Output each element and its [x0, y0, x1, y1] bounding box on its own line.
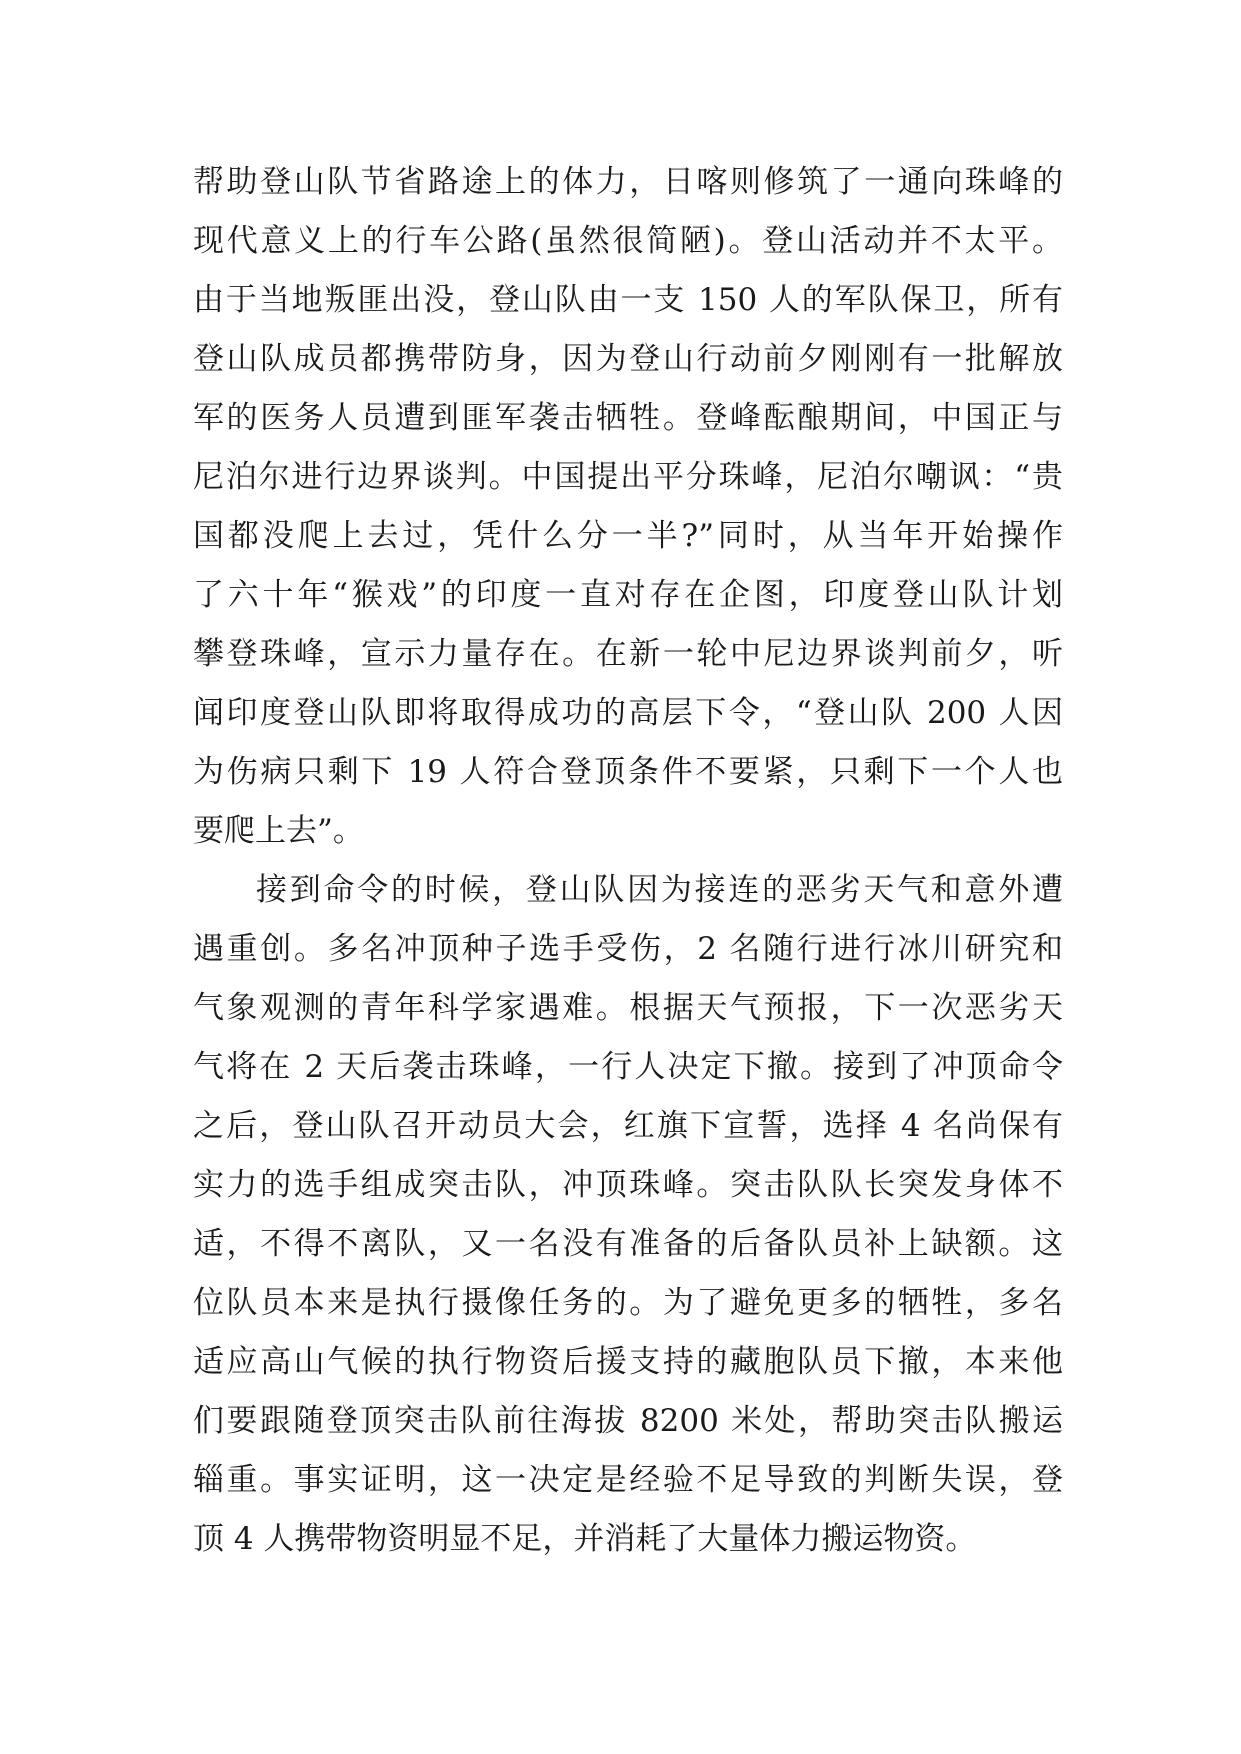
text-line-22: 们要跟随登顶突击队前往海拔 8200 米处，帮助突击队搬运	[193, 1403, 1063, 1439]
text-line-12: 要爬上去”。	[193, 813, 364, 849]
text-line-16: 气将在 2 天后袭击珠峰，一行人决定下撤。接到了冲顶命令	[193, 1049, 1063, 1085]
text-line-15: 气象观测的青年科学家遇难。根据天气预报，下一次恶劣天	[193, 990, 1063, 1026]
text-line-13: 接到命令的时候，登山队因为接连的恶劣天气和意外遭	[256, 872, 1063, 908]
text-line-11: 为伤病只剩下 19 人符合登顶条件不要紧，只剩下一个人也	[193, 754, 1063, 790]
text-line-18: 实力的选手组成突击队，冲顶珠峰。突击队队长突发身体不	[193, 1167, 1063, 1203]
text-line-19: 适，不得不离队，又一名没有准备的后备队员补上缺额。这	[193, 1226, 1063, 1262]
text-line-14: 遇重创。多名冲顶种子选手受伤，2 名随行进行冰川研究和	[193, 931, 1063, 967]
text-line-7: 国都没爬上去过，凭什么分一半?”同时，从当年开始操作	[193, 518, 1063, 554]
text-line-24: 顶 4 人携带物资明显不足，并消耗了大量体力搬运物资。	[193, 1521, 977, 1557]
text-line-21: 适应高山气候的执行物资后援支持的藏胞队员下撤，本来他	[193, 1344, 1063, 1380]
text-line-2: 现代意义上的行车公路(虽然很简陋)。登山活动并不太平。	[193, 223, 1063, 259]
text-line-1: 帮助登山队节省路途上的体力，日喀则修筑了一通向珠峰的	[193, 164, 1063, 200]
text-line-17: 之后，登山队召开动员大会，红旗下宣誓，选择 4 名尚保有	[193, 1108, 1063, 1144]
text-line-3: 由于当地叛匪出没，登山队由一支 150 人的军队保卫，所有	[193, 282, 1063, 318]
text-line-5: 军的医务人员遭到匪军袭击牺牲。登峰酝酿期间，中国正与	[193, 400, 1063, 436]
text-line-8: 了六十年“猴戏”的印度一直对存在企图，印度登山队计划	[193, 577, 1063, 613]
text-line-10: 闻印度登山队即将取得成功的高层下令，“登山队 200 人因	[193, 695, 1063, 731]
text-line-9: 攀登珠峰，宣示力量存在。在新一轮中尼边界谈判前夕，听	[193, 636, 1063, 672]
text-line-23: 辎重。事实证明，这一决定是经验不足导致的判断失误，登	[193, 1462, 1063, 1498]
text-line-6: 尼泊尔进行边界谈判。中国提出平分珠峰，尼泊尔嘲讽：“贵	[193, 459, 1063, 495]
text-line-4: 登山队成员都携带防身，因为登山行动前夕刚刚有一批解放	[193, 341, 1063, 377]
text-line-20: 位队员本来是执行摄像任务的。为了避免更多的牺牲，多名	[193, 1285, 1063, 1321]
